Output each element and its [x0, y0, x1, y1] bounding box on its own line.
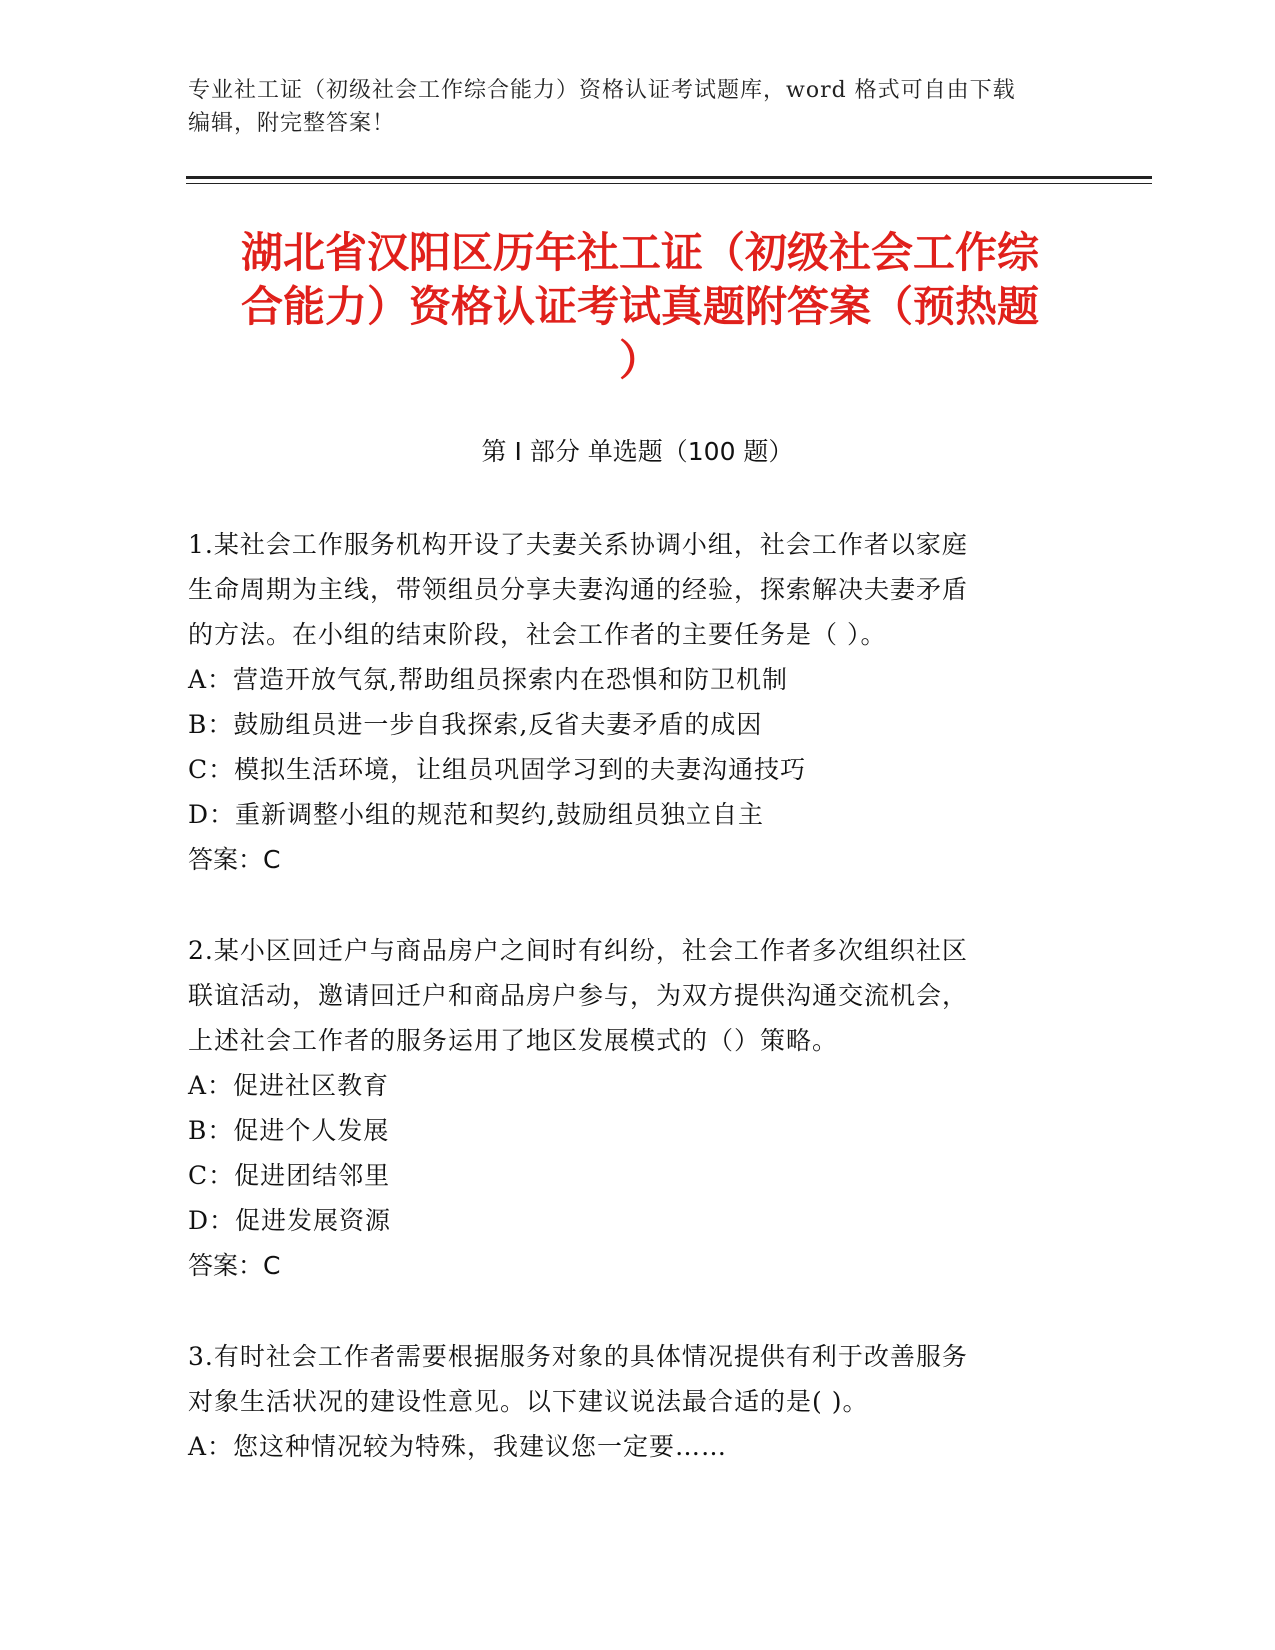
section-heading: 第 I 部分 单选题（100 题）	[481, 437, 794, 466]
document-title	[190, 226, 1090, 388]
option-d: D：促进发展资源	[188, 1206, 392, 1235]
question-spacer	[188, 1288, 1068, 1334]
question-stem-line: 的方法。在小组的结束阶段，社会工作者的主要任务是（ ）。	[188, 620, 887, 649]
header-note-line-1: 专业社工证（初级社会工作综合能力）资格认证考试题库，word 格式可自由下载	[188, 78, 1016, 103]
header-note	[188, 74, 1068, 140]
option-b: B：鼓励组员进一步自我探索,反省夫妻矛盾的成因	[188, 710, 763, 739]
question-spacer	[188, 882, 1068, 928]
question-2	[188, 928, 1068, 1288]
answer: 答案：C	[188, 1251, 281, 1280]
answer: 答案：C	[188, 845, 281, 874]
option-c: C：模拟生活环境，让组员巩固学习到的夫妻沟通技巧	[188, 755, 807, 784]
header-note-line-2: 编辑，附完整答案！	[188, 111, 396, 136]
question-stem-line: 1.某社会工作服务机构开设了夫妻关系协调小组，社会工作者以家庭	[188, 530, 968, 559]
question-stem-line: 上述社会工作者的服务运用了地区发展模式的（）策略。	[188, 1026, 839, 1055]
option-a: A：促进社区教育	[188, 1071, 390, 1100]
option-d: D：重新调整小组的规范和契约,鼓励组员独立自主	[188, 800, 764, 829]
question-1	[188, 522, 1068, 882]
option-a: A：营造开放气氛,帮助组员探索内在恐惧和防卫机制	[188, 665, 789, 694]
document-title-line-1: 湖北省汉阳区历年社工证（初级社会工作综	[240, 228, 1039, 277]
question-stem-line: 3.有时社会工作者需要根据服务对象的具体情况提供有利于改善服务	[188, 1342, 968, 1371]
question-list	[188, 522, 1068, 1469]
header-rule-thin	[186, 183, 1152, 184]
question-stem-line: 联谊活动，邀请回迁户和商品房户参与，为双方提供沟通交流机会，	[188, 981, 969, 1010]
document-title-line-3: ）	[618, 336, 661, 385]
question-stem-line: 生命周期为主线，带领组员分享夫妻沟通的经验，探索解决夫妻矛盾	[188, 575, 969, 604]
option-a: A：您这种情况较为特殊，我建议您一定要……	[188, 1432, 728, 1461]
document-title-line-2: 合能力）资格认证考试真题附答案（预热题	[240, 282, 1039, 331]
question-stem-line: 对象生活状况的建设性意见。以下建议说法最合适的是( )。	[188, 1387, 869, 1416]
option-b: B：促进个人发展	[188, 1116, 390, 1145]
question-stem-line: 2.某小区回迁户与商品房户之间时有纠纷，社会工作者多次组织社区	[188, 936, 968, 965]
option-c: C：促进团结邻里	[188, 1161, 391, 1190]
header-rule-thick	[186, 176, 1152, 179]
question-3	[188, 1334, 1068, 1469]
